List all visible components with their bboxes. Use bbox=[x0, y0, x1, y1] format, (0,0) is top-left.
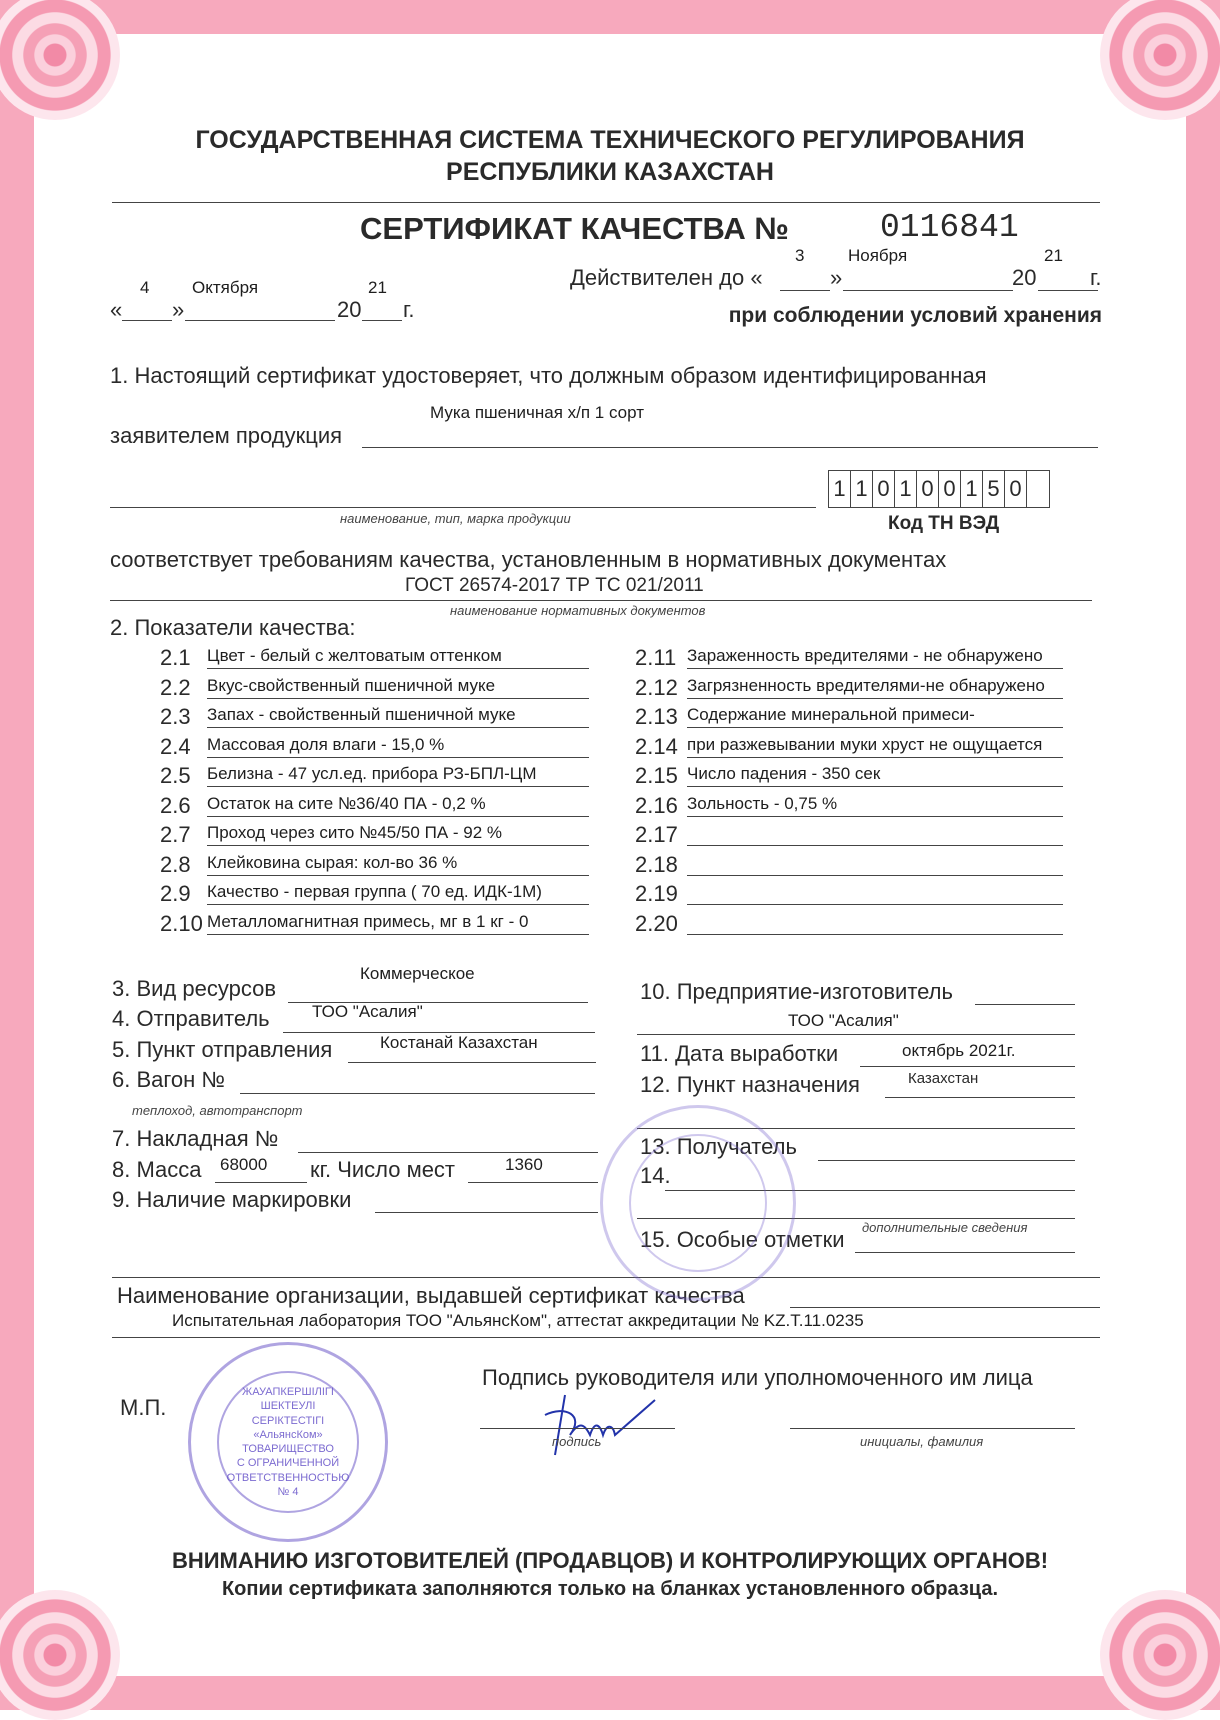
issued-year-prefix: 20 bbox=[337, 297, 362, 322]
stamp-text: ШЕКТЕУЛІ bbox=[260, 1400, 316, 1413]
name-caption: инициалы, фамилия bbox=[860, 1434, 984, 1449]
signature-caption: подпись bbox=[552, 1434, 602, 1449]
quality-number: 2.3 bbox=[160, 704, 191, 729]
field-marking: 9. Наличие маркировки bbox=[112, 1187, 352, 1212]
quality-number: 2.8 bbox=[160, 851, 191, 877]
field-waybill: 7. Накладная № bbox=[112, 1126, 279, 1151]
quality-number: 2.16 bbox=[635, 792, 678, 818]
stamp-text: ЖАУАПКЕРШІЛІГІ bbox=[242, 1385, 334, 1398]
issuer-label: Наименование организации, выдавшей сертификат качества bbox=[117, 1283, 745, 1308]
quality-value: Содержание минеральной примеси- bbox=[687, 705, 975, 724]
quality-number: 2.15 bbox=[635, 763, 678, 788]
field-dispatch-point: 5. Пункт отправления bbox=[112, 1037, 333, 1062]
corner-rosette bbox=[1100, 1590, 1220, 1720]
valid-label: Действителен до « bbox=[570, 265, 763, 290]
valid-month: Ноября bbox=[848, 246, 908, 265]
certificate-title: СЕРТИФИКАТ КАЧЕСТВА № bbox=[360, 211, 789, 246]
quality-value: при разжевывании муки хруст не ощущается bbox=[687, 734, 1043, 754]
field-manufacturer: 10. Предприятие-изготовитель bbox=[640, 979, 953, 1004]
issuer-value: Испытательная лаборатория ТОО "АльянсКом", аттестат аккредитации № KZ.T.11.0235 bbox=[172, 1311, 864, 1330]
valid-quote: » bbox=[830, 265, 843, 290]
places-value: 1360 bbox=[505, 1155, 543, 1174]
resource-type-value: Коммерческое bbox=[360, 964, 475, 983]
docs-caption: наименование нормативных документов bbox=[450, 603, 706, 618]
issued-quote: « bbox=[110, 297, 123, 322]
stamp-text: № 4 bbox=[277, 1485, 299, 1498]
stamp-text: СЕРІКТЕСТІГІ bbox=[251, 1414, 325, 1427]
quality-number: 2.19 bbox=[635, 881, 678, 906]
applicant-label: заявителем продукция bbox=[110, 423, 343, 448]
conforms-text: соответствует требованиям качества, установленным в нормативных документах bbox=[110, 547, 947, 572]
issued-quote: » bbox=[172, 297, 185, 322]
quality-value: Качество - первая группа ( 70 ед. ИДК-1М) bbox=[207, 882, 542, 901]
places-label: кг. Число мест bbox=[310, 1157, 456, 1182]
hs-code-digit: 1 bbox=[851, 471, 873, 507]
dispatch-point-value: Костанай Казахстан bbox=[380, 1033, 538, 1052]
quality-value: Зольность - 0,75 % bbox=[687, 793, 838, 813]
stamp-text: «АльянсКом» bbox=[253, 1428, 323, 1441]
stamp-text: ТОВАРИЩЕСТВО bbox=[242, 1443, 334, 1455]
quality-number: 2.7 bbox=[160, 822, 191, 847]
manufacturer-value: ТОО "Асалия" bbox=[788, 1011, 899, 1030]
quality-value: Запах - свойственный пшеничной муке bbox=[207, 705, 516, 724]
quality-number: 2.10 bbox=[160, 910, 203, 936]
hs-code-digit: 5 bbox=[983, 471, 1005, 507]
quality-number: 2.1 bbox=[160, 645, 191, 670]
field-production-date: 11. Дата выработки bbox=[640, 1041, 839, 1066]
quality-value: Цвет - белый с желтоватым оттенком bbox=[207, 646, 502, 665]
quality-number: 2.9 bbox=[160, 881, 191, 906]
field-sender: 4. Отправитель bbox=[112, 1006, 270, 1031]
field-resource-type: 3. Вид ресурсов bbox=[112, 976, 277, 1001]
seal-place-label: М.П. bbox=[120, 1395, 167, 1420]
quality-value: Белизна - 47 усл.ед. прибора РЗ-БПЛ-ЦМ bbox=[207, 764, 537, 783]
quality-value: Массовая доля влаги - 15,0 % bbox=[207, 734, 445, 754]
normative-docs: ГОСТ 26574-2017 ТР ТС 021/2011 bbox=[405, 575, 704, 596]
quality-value: Загрязненность вредителями-не обнаружено bbox=[687, 675, 1045, 695]
quality-number: 2.18 bbox=[635, 851, 678, 877]
destination-value: Казахстан bbox=[908, 1070, 979, 1087]
quality-value: Остаток на сите №36/40 ПА - 0,2 % bbox=[207, 793, 486, 813]
valid-year: 21 bbox=[1044, 246, 1063, 265]
divider bbox=[112, 202, 1100, 203]
quality-title: 2. Показатели качества: bbox=[110, 615, 356, 640]
product-caption: наименование, тип, марка продукции bbox=[340, 511, 571, 526]
footer-note: Копии сертификата заполняются только на бланках установленного образца. bbox=[221, 1578, 999, 1600]
hs-code-digit bbox=[1027, 471, 1049, 507]
quality-value: Вкус-свойственный пшеничной муке bbox=[207, 675, 496, 695]
issued-year: 21 bbox=[368, 278, 387, 297]
footer-warning: ВНИМАНИЮ ИЗГОТОВИТЕЛЕЙ (ПРОДАВЦОВ) И КОНТРОЛИРУЮЩИХ ОРГАНОВ! bbox=[171, 1548, 1049, 1573]
field-recipient: 13. Получатель bbox=[640, 1134, 797, 1159]
field-special-notes: 15. Особые отметки bbox=[640, 1227, 845, 1252]
quality-value: Металломагнитная примесь, мг в 1 кг - 0 bbox=[207, 911, 529, 931]
hs-code-digit: 0 bbox=[873, 471, 895, 507]
valid-g: г. bbox=[1090, 265, 1102, 290]
certificate-number: 0116841 bbox=[880, 209, 1019, 246]
hs-code-digit: 0 bbox=[917, 471, 939, 507]
header-line2: РЕСПУБЛИКИ КАЗАХСТАН bbox=[446, 158, 774, 186]
hs-code-digit: 0 bbox=[1005, 471, 1027, 507]
valid-year-prefix: 20 bbox=[1012, 265, 1037, 290]
hs-code-digit: 0 bbox=[939, 471, 961, 507]
issued-g: г. bbox=[403, 297, 415, 322]
company-stamp bbox=[188, 1342, 388, 1542]
quality-number: 2.5 bbox=[160, 763, 191, 788]
header-line1: ГОСУДАРСТВЕННАЯ СИСТЕМА ТЕХНИЧЕСКОГО РЕГУЛИРОВАНИЯ bbox=[195, 126, 1025, 154]
quality-number: 2.2 bbox=[160, 674, 191, 700]
mass-value: 68000 bbox=[220, 1155, 268, 1174]
quality-value: Клейковина сырая: кол-во 36 % bbox=[207, 852, 458, 872]
sender-value: ТОО "Асалия" bbox=[312, 1002, 423, 1021]
hs-code-digit: 1 bbox=[895, 471, 917, 507]
valid-day: 3 bbox=[795, 246, 805, 265]
additional-caption: дополнительные сведения bbox=[862, 1220, 1028, 1235]
quality-number: 2.14 bbox=[635, 733, 678, 759]
production-date-value: октябрь 2021г. bbox=[902, 1041, 1016, 1060]
quality-number: 2.13 bbox=[635, 704, 678, 729]
hs-code-digit: 1 bbox=[829, 471, 851, 507]
quality-number: 2.17 bbox=[635, 822, 678, 847]
hs-code-label: Код ТН ВЭД bbox=[888, 513, 1000, 534]
quality-number: 2.12 bbox=[635, 674, 678, 700]
quality-value: Число падения - 350 сек bbox=[687, 764, 881, 783]
issued-day: 4 bbox=[140, 278, 150, 297]
quality-number: 2.6 bbox=[160, 792, 191, 818]
hs-code-digit: 1 bbox=[961, 471, 983, 507]
wagon-caption: теплоход, автотранспорт bbox=[132, 1103, 303, 1118]
quality-value: Проход через сито №45/50 ПА - 92 % bbox=[207, 823, 503, 842]
quality-number: 2.11 bbox=[635, 645, 677, 670]
quality-number: 2.4 bbox=[160, 733, 191, 759]
field-mass: 8. Масса bbox=[112, 1157, 202, 1182]
storage-condition: при соблюдении условий хранения bbox=[728, 304, 1102, 327]
field-destination: 12. Пункт назначения bbox=[640, 1072, 860, 1097]
signature-label: Подпись руководителя или уполномоченного им лица bbox=[482, 1365, 1033, 1390]
field-14: 14. bbox=[640, 1163, 671, 1188]
field-wagon: 6. Вагон № bbox=[112, 1067, 226, 1092]
s1-text: 1. Настоящий сертификат удостоверяет, что должным образом идентифицированная bbox=[110, 363, 987, 388]
quality-value: Зараженность вредителями - не обнаружено bbox=[687, 646, 1043, 665]
hs-code-boxes bbox=[828, 470, 1050, 508]
company-stamp-outline bbox=[600, 1105, 796, 1301]
quality-number: 2.20 bbox=[635, 910, 678, 936]
stamp-text: ОТВЕТСТВЕННОСТЬЮ bbox=[226, 1471, 350, 1484]
stamp-text: С ОГРАНИЧЕННОЙ bbox=[236, 1457, 340, 1470]
product-name: Мука пшеничная х/п 1 сорт bbox=[430, 403, 644, 422]
issued-month: Октября bbox=[192, 278, 259, 297]
signature bbox=[525, 1385, 675, 1465]
